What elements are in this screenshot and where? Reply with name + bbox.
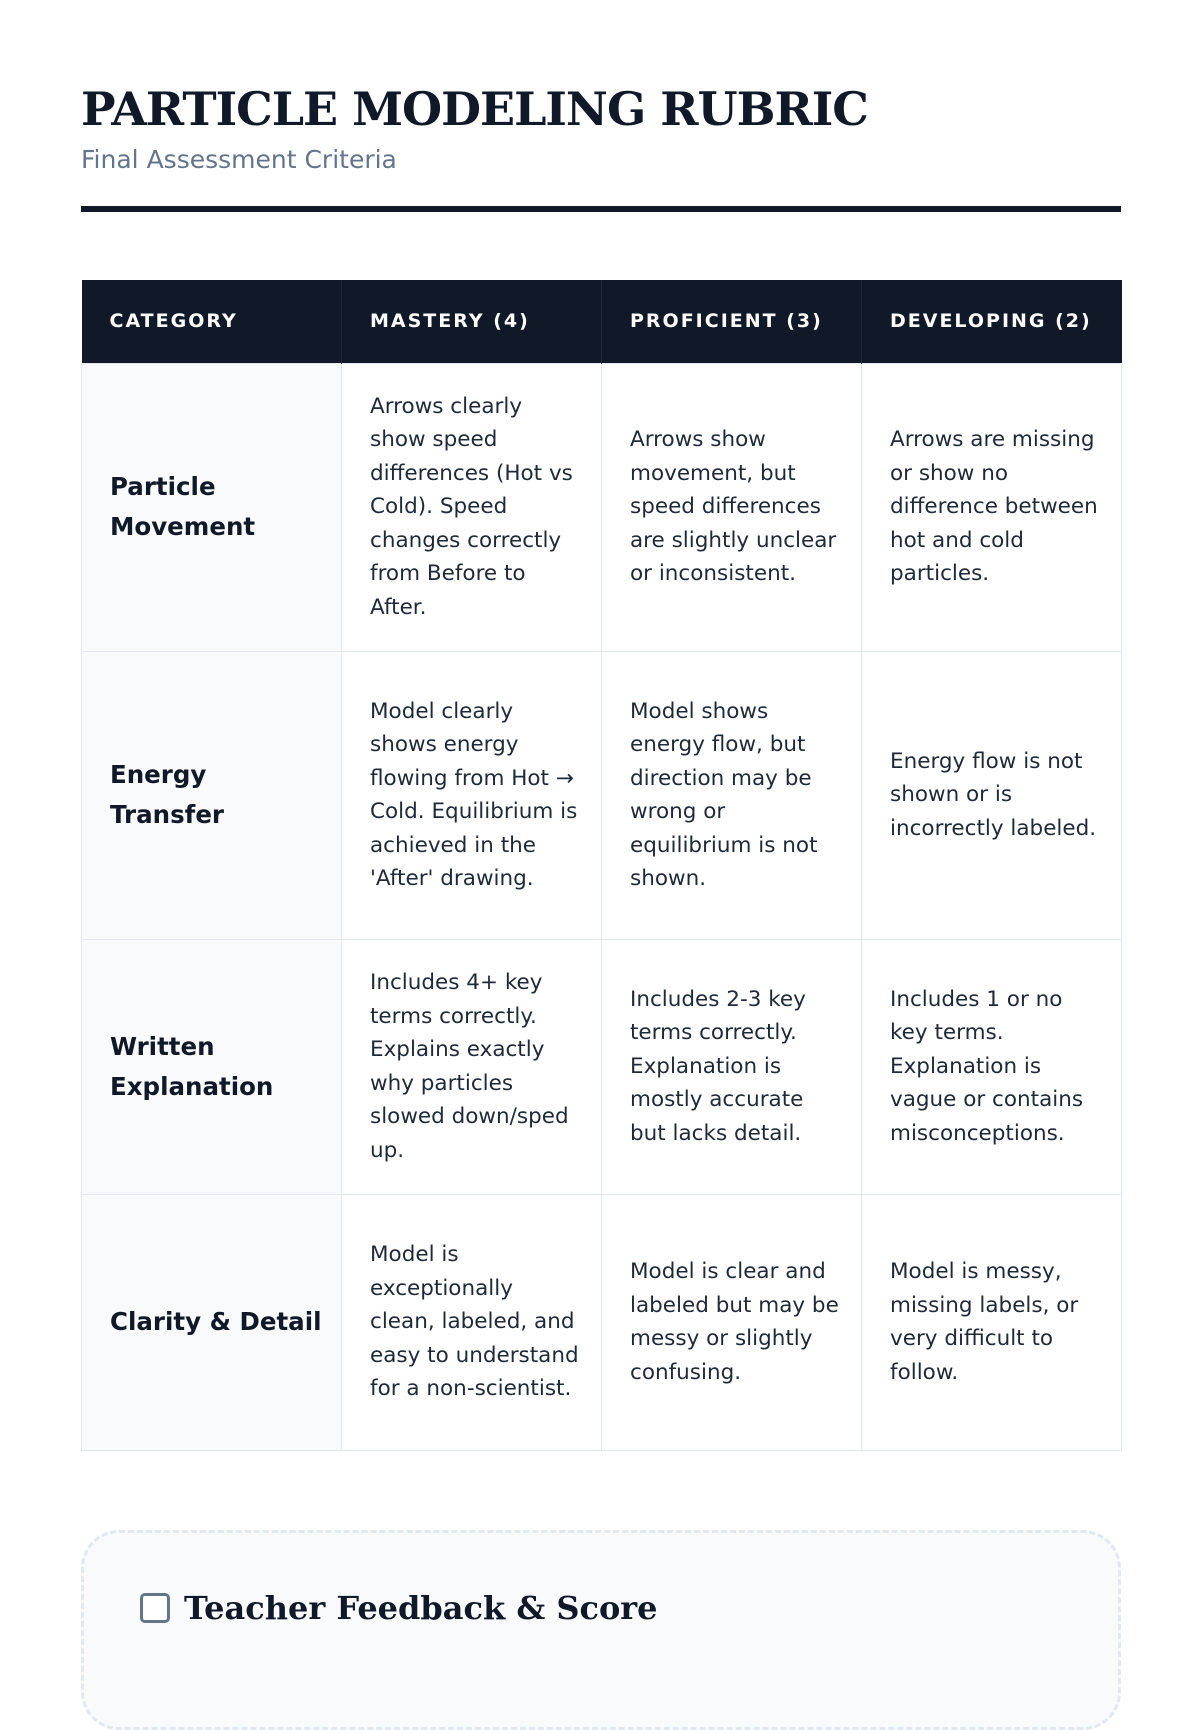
proficient-cell: Arrows show movement, but speed differences are slightly unclear or inconsistent. [602,363,862,651]
proficient-cell: Includes 2-3 key terms correctly. Explanation is mostly accurate but lacks detail. [602,939,862,1194]
category-cell: Written Explanation [82,939,342,1194]
proficient-cell: Model is clear and labeled but may be messy or slightly confusing. [602,1194,862,1450]
developing-cell: Energy flow is not shown or is incorrectly labeled. [862,651,1122,939]
column-header-developing: DEVELOPING (2) [862,280,1122,363]
developing-cell: Arrows are missing or show no difference between hot and cold particles. [862,363,1122,651]
table-header-row [82,280,1122,363]
developing-cell: Includes 1 or no key terms. Explanation is vague or contains misconceptions. [862,939,1122,1194]
header-divider [81,206,1121,212]
page-subtitle: Final Assessment Criteria [81,145,397,174]
developing-cell: Model is messy, missing labels, or very difficult to follow. [862,1194,1122,1450]
mastery-cell: Model is exceptionally clean, labeled, and easy to understand for a non-scientist. [342,1194,602,1450]
table-row [82,939,1122,1194]
column-header-proficient: PROFICIENT (3) [602,280,862,363]
proficient-cell: Model shows energy flow, but direction may be wrong or equilibrium is not shown. [602,651,862,939]
teacher-feedback-box [81,1530,1121,1730]
checkbox-icon[interactable] [140,1593,170,1623]
mastery-cell: Arrows clearly show speed differences (Hot vs Cold). Speed changes correctly from Before to After. [342,363,602,651]
rubric-table [81,280,1122,1451]
category-cell: Particle Movement [82,363,342,651]
category-cell: Clarity & Detail [82,1194,342,1450]
feedback-title: Teacher Feedback & Score [184,1589,658,1627]
table-row [82,651,1122,939]
column-header-mastery: MASTERY (4) [342,280,602,363]
mastery-cell: Includes 4+ key terms correctly. Explains exactly why particles slowed down/sped up. [342,939,602,1194]
page-title: PARTICLE MODELING RUBRIC [81,82,868,136]
table-row [82,363,1122,651]
column-header-category: CATEGORY [82,280,342,363]
feedback-header [140,1589,658,1627]
table-row [82,1194,1122,1450]
category-cell: Energy Transfer [82,651,342,939]
mastery-cell: Model clearly shows energy flowing from Hot → Cold. Equilibrium is achieved in the 'After' drawing. [342,651,602,939]
